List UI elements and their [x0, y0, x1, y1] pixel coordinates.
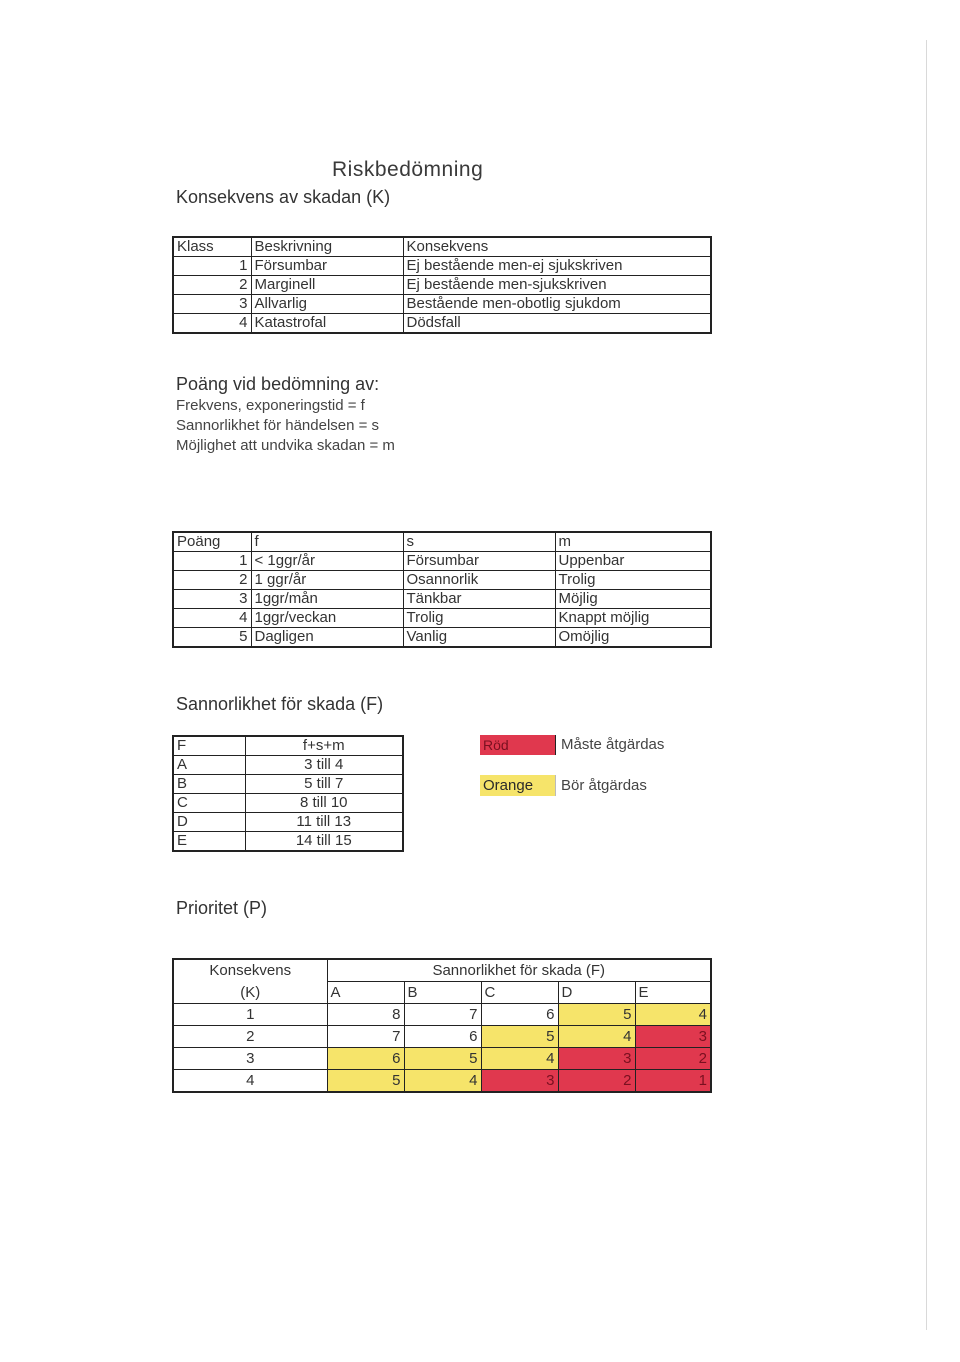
table-header-row: [173, 959, 711, 982]
points-line-s: Sannorlikhet för händelsen = s: [176, 417, 380, 434]
table-row: [173, 775, 403, 794]
table-row: [173, 1004, 711, 1026]
table-row: [173, 314, 711, 334]
priority-cell: 2: [558, 1070, 635, 1093]
table-row: [173, 571, 711, 590]
range-cell: 5 till 7: [245, 775, 403, 794]
range-cell: 14 till 15: [245, 832, 403, 852]
table-header-row: [173, 237, 711, 257]
range-cell: 8 till 10: [245, 794, 403, 813]
consequence-table: [172, 236, 712, 334]
priority-cell: 4: [558, 1026, 635, 1048]
klass-cell: 1: [173, 257, 251, 276]
poang-cell: 4: [173, 609, 251, 628]
f-class-cell: B: [173, 775, 245, 794]
probability-table: [172, 735, 404, 852]
f-class-cell: D: [173, 813, 245, 832]
header-f: f: [251, 532, 403, 552]
f-cell: Dagligen: [251, 628, 403, 648]
m-cell: Omöjlig: [555, 628, 711, 648]
page-margin-line: [926, 40, 927, 1330]
table-row: [173, 552, 711, 571]
points-table: [172, 531, 712, 648]
points-heading: Poäng vid bedömning av:: [176, 374, 380, 394]
k-cell: 3: [173, 1048, 327, 1070]
header-konsekvens: Konsekvens: [403, 237, 711, 257]
k-cell: 1: [173, 1004, 327, 1026]
table-row: [173, 1026, 711, 1048]
s-cell: Osannorlik: [403, 571, 555, 590]
poang-cell: 3: [173, 590, 251, 609]
m-cell: Möjlig: [555, 590, 711, 609]
k-cell: 4: [173, 1070, 327, 1093]
priority-cell: 7: [404, 1004, 481, 1026]
legend-red-swatch: Röd: [480, 735, 556, 755]
poang-cell: 1: [173, 552, 251, 571]
table-row: [173, 794, 403, 813]
f-cell: 1ggr/veckan: [251, 609, 403, 628]
table-row: [173, 813, 403, 832]
klass-cell: 2: [173, 276, 251, 295]
f-cell: 1 ggr/år: [251, 571, 403, 590]
priority-cell: 3: [558, 1048, 635, 1070]
beskrivning-cell: Marginell: [251, 276, 403, 295]
header-konsekvens: Konsekvens: [173, 959, 327, 982]
beskrivning-cell: Katastrofal: [251, 314, 403, 334]
priority-cell: 5: [481, 1026, 558, 1048]
s-cell: Vanlig: [403, 628, 555, 648]
header-poang: Poäng: [173, 532, 251, 552]
konsekvens-cell: Ej bestående men-ej sjukskriven: [403, 257, 711, 276]
points-line-f: Frekvens, exponeringstid = f: [176, 397, 365, 414]
priority-cell: 8: [327, 1004, 404, 1026]
points-line-m: Möjlighet att undvika skadan = m: [176, 437, 395, 454]
m-cell: Uppenbar: [555, 552, 711, 571]
priority-cell: 7: [327, 1026, 404, 1048]
priority-table: [172, 958, 712, 1093]
table-row: [173, 1048, 711, 1070]
range-cell: 3 till 4: [245, 756, 403, 775]
f-cell: 1ggr/mån: [251, 590, 403, 609]
header-k: (K): [173, 982, 327, 1004]
table-row: [173, 628, 711, 648]
priority-cell: 6: [404, 1026, 481, 1048]
table-row: [173, 257, 711, 276]
priority-cell: 3: [481, 1070, 558, 1093]
header-sannorlikhet: Sannorlikhet för skada (F): [327, 959, 711, 982]
legend-orange-swatch: Orange: [480, 775, 556, 796]
konsekvens-cell: Bestående men-obotlig sjukdom: [403, 295, 711, 314]
header-col-b: B: [404, 982, 481, 1004]
table-row: [173, 1070, 711, 1093]
range-cell: 11 till 13: [245, 813, 403, 832]
beskrivning-cell: Allvarlig: [251, 295, 403, 314]
f-cell: < 1ggr/år: [251, 552, 403, 571]
priority-cell: 1: [635, 1070, 711, 1093]
table-row: [173, 276, 711, 295]
priority-cell: 5: [404, 1048, 481, 1070]
table-header-row: [173, 532, 711, 552]
header-beskrivning: Beskrivning: [251, 237, 403, 257]
priority-cell: 5: [558, 1004, 635, 1026]
priority-heading: Prioritet (P): [176, 898, 268, 918]
priority-cell: 4: [481, 1048, 558, 1070]
header-s: s: [403, 532, 555, 552]
f-class-cell: E: [173, 832, 245, 852]
page-title: Riskbedömning: [332, 158, 484, 181]
konsekvens-cell: Ej bestående men-sjukskriven: [403, 276, 711, 295]
header-col-a: A: [327, 982, 404, 1004]
konsekvens-cell: Dödsfall: [403, 314, 711, 334]
table-header-row: [173, 982, 711, 1004]
table-header-row: [173, 736, 403, 756]
table-row: [173, 590, 711, 609]
table-row: [173, 295, 711, 314]
header-m: m: [555, 532, 711, 552]
header-fsm: f+s+m: [245, 736, 403, 756]
header-klass: Klass: [173, 237, 251, 257]
header-f: F: [173, 736, 245, 756]
priority-cell: 4: [404, 1070, 481, 1093]
klass-cell: 3: [173, 295, 251, 314]
klass-cell: 4: [173, 314, 251, 334]
poang-cell: 2: [173, 571, 251, 590]
table-row: [173, 609, 711, 628]
priority-cell: 2: [635, 1048, 711, 1070]
probability-heading: Sannorlikhet för skada (F): [176, 694, 384, 714]
header-col-c: C: [481, 982, 558, 1004]
priority-cell: 3: [635, 1026, 711, 1048]
s-cell: Trolig: [403, 609, 555, 628]
beskrivning-cell: Försumbar: [251, 257, 403, 276]
m-cell: Trolig: [555, 571, 711, 590]
priority-cell: 5: [327, 1070, 404, 1093]
poang-cell: 5: [173, 628, 251, 648]
f-class-cell: A: [173, 756, 245, 775]
table-row: [173, 756, 403, 775]
priority-cell: 4: [635, 1004, 711, 1026]
m-cell: Knappt möjlig: [555, 609, 711, 628]
header-col-d: D: [558, 982, 635, 1004]
legend-orange-text: Bör åtgärdas: [561, 777, 647, 794]
s-cell: Försumbar: [403, 552, 555, 571]
k-cell: 2: [173, 1026, 327, 1048]
header-col-e: E: [635, 982, 711, 1004]
priority-cell: 6: [481, 1004, 558, 1026]
s-cell: Tänkbar: [403, 590, 555, 609]
f-class-cell: C: [173, 794, 245, 813]
consequence-heading: Konsekvens av skadan (K): [176, 187, 391, 207]
table-row: [173, 832, 403, 852]
priority-cell: 6: [327, 1048, 404, 1070]
legend-red-text: Måste åtgärdas: [561, 736, 665, 753]
